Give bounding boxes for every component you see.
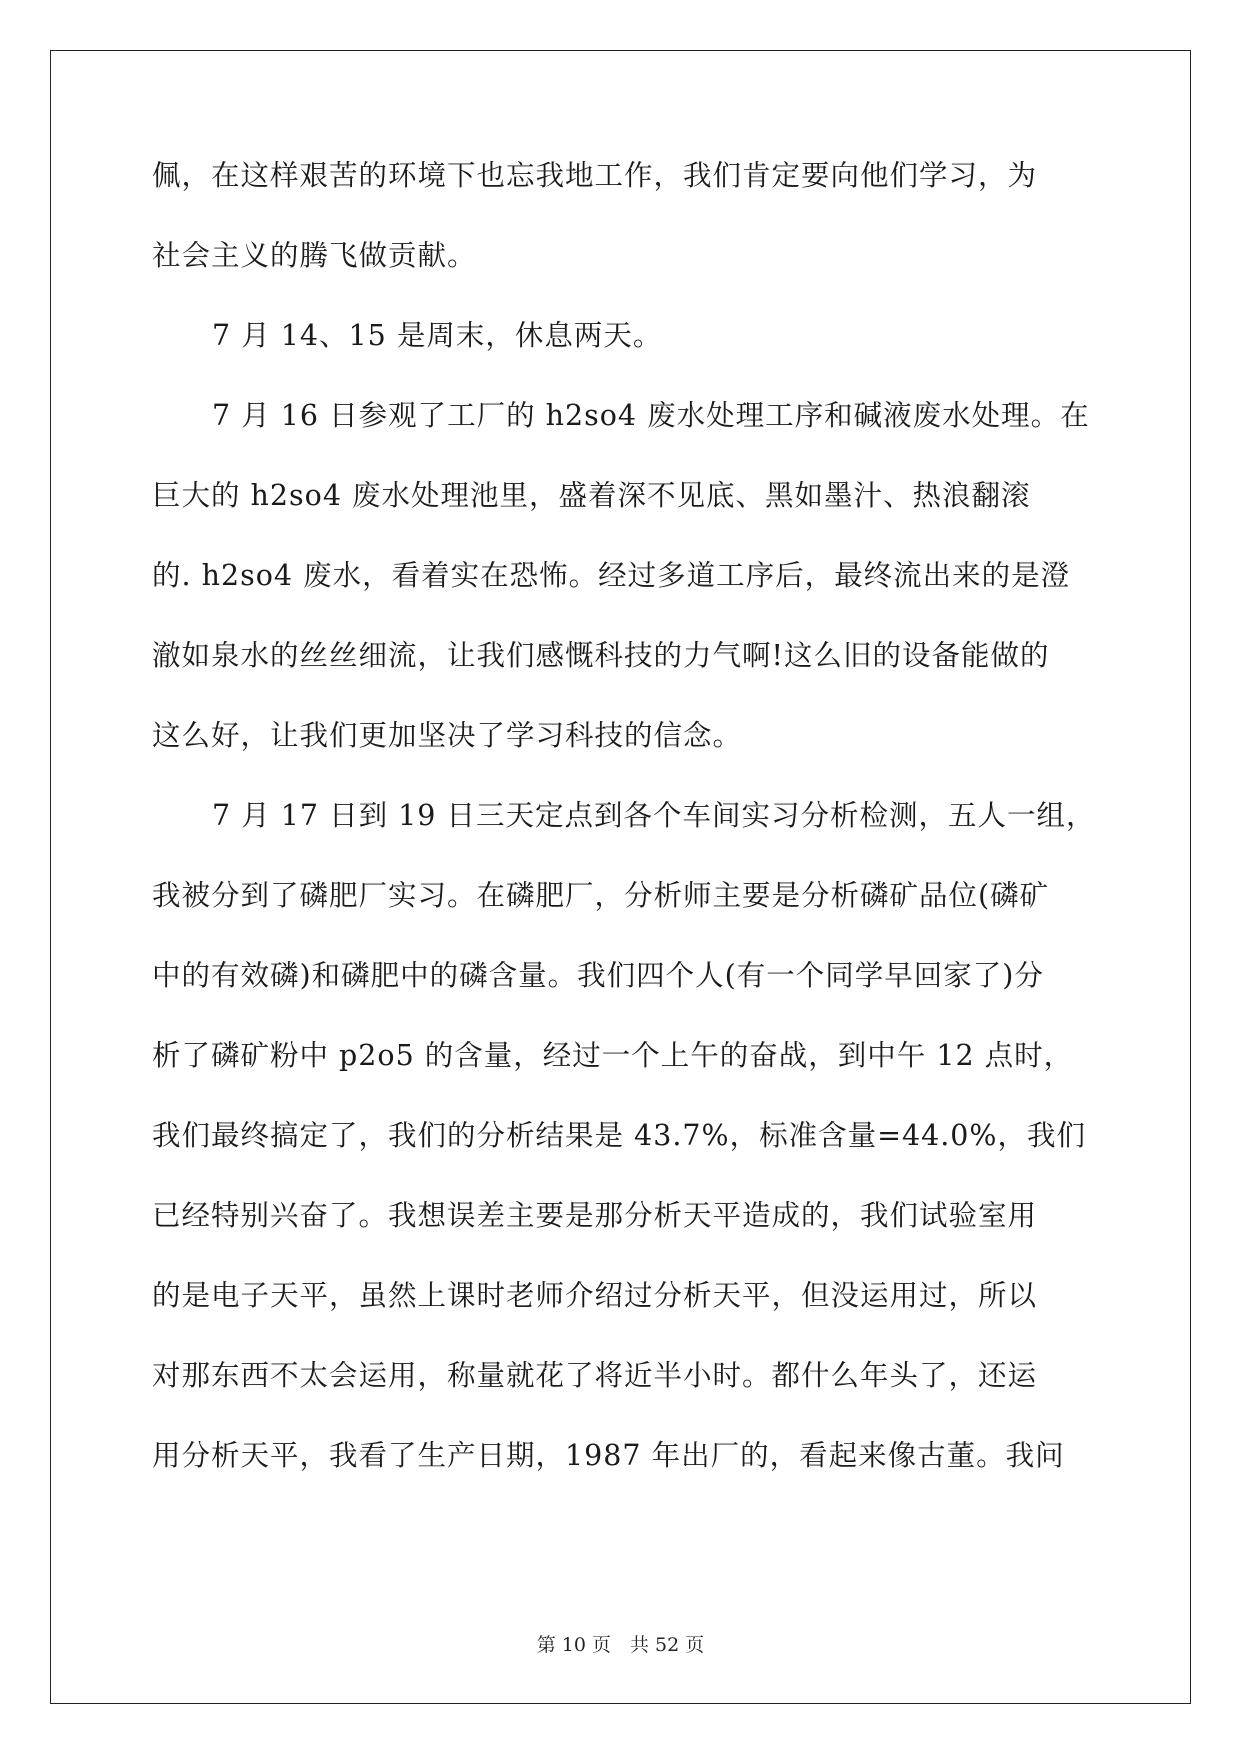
- text-line: 用分析天平，我看了生产日期，1987 年出厂的，看起来像古董。我问: [152, 1439, 1065, 1472]
- text-line: 7 月 17 日到 19 日三天定点到各个车间实习分析检测，五人一组，: [212, 799, 1096, 832]
- text-line: 这么好，让我们更加坚决了学习科技的信念。: [152, 719, 743, 752]
- document-body: [152, 159, 1096, 1520]
- text-line: 澈如泉水的丝丝细流，让我们感慨科技的力气啊!这么旧的设备能做的: [152, 639, 1050, 672]
- text-line: 佩，在这样艰苦的环境下也忘我地工作，我们肯定要向他们学习，为: [152, 159, 1038, 192]
- text-line: 我被分到了磷肥厂实习。在磷肥厂，分析师主要是分析磷矿品位(磷矿: [152, 879, 1050, 912]
- text-line: 的是电子天平，虽然上课时老师介绍过分析天平，但没运用过，所以: [152, 1279, 1038, 1312]
- text-line: 我们最终搞定了，我们的分析结果是 43.7%，标准含量=44.0%，我们: [152, 1119, 1087, 1152]
- text-line: 的. h2so4 废水，看着实在恐怖。经过多道工序后，最终流出来的是澄: [152, 559, 1071, 592]
- text-line: 7 月 14、15 是周末，休息两天。: [212, 319, 663, 352]
- text-line: 巨大的 h2so4 废水处理池里，盛着深不见底、黑如墨汁、热浪翻滚: [152, 479, 1031, 512]
- text-line: 析了磷矿粉中 p2o5 的含量，经过一个上午的奋战，到中午 12 点时，: [152, 1039, 1074, 1072]
- text-line: 中的有效磷)和磷肥中的磷含量。我们四个人(有一个同学早回家了)分: [152, 959, 1044, 992]
- page-number-footer: 第 10 页 共 52 页: [536, 1634, 705, 1656]
- text-line: 对那东西不太会运用，称量就花了将近半小时。都什么年头了，还运: [152, 1359, 1038, 1392]
- text-line: 7 月 16 日参观了工厂的 h2so4 废水处理工序和碱液废水处理。在: [212, 399, 1090, 432]
- text-line: 已经特别兴奋了。我想误差主要是那分析天平造成的，我们试验室用: [152, 1199, 1038, 1232]
- text-line: 社会主义的腾飞做贡献。: [152, 239, 477, 272]
